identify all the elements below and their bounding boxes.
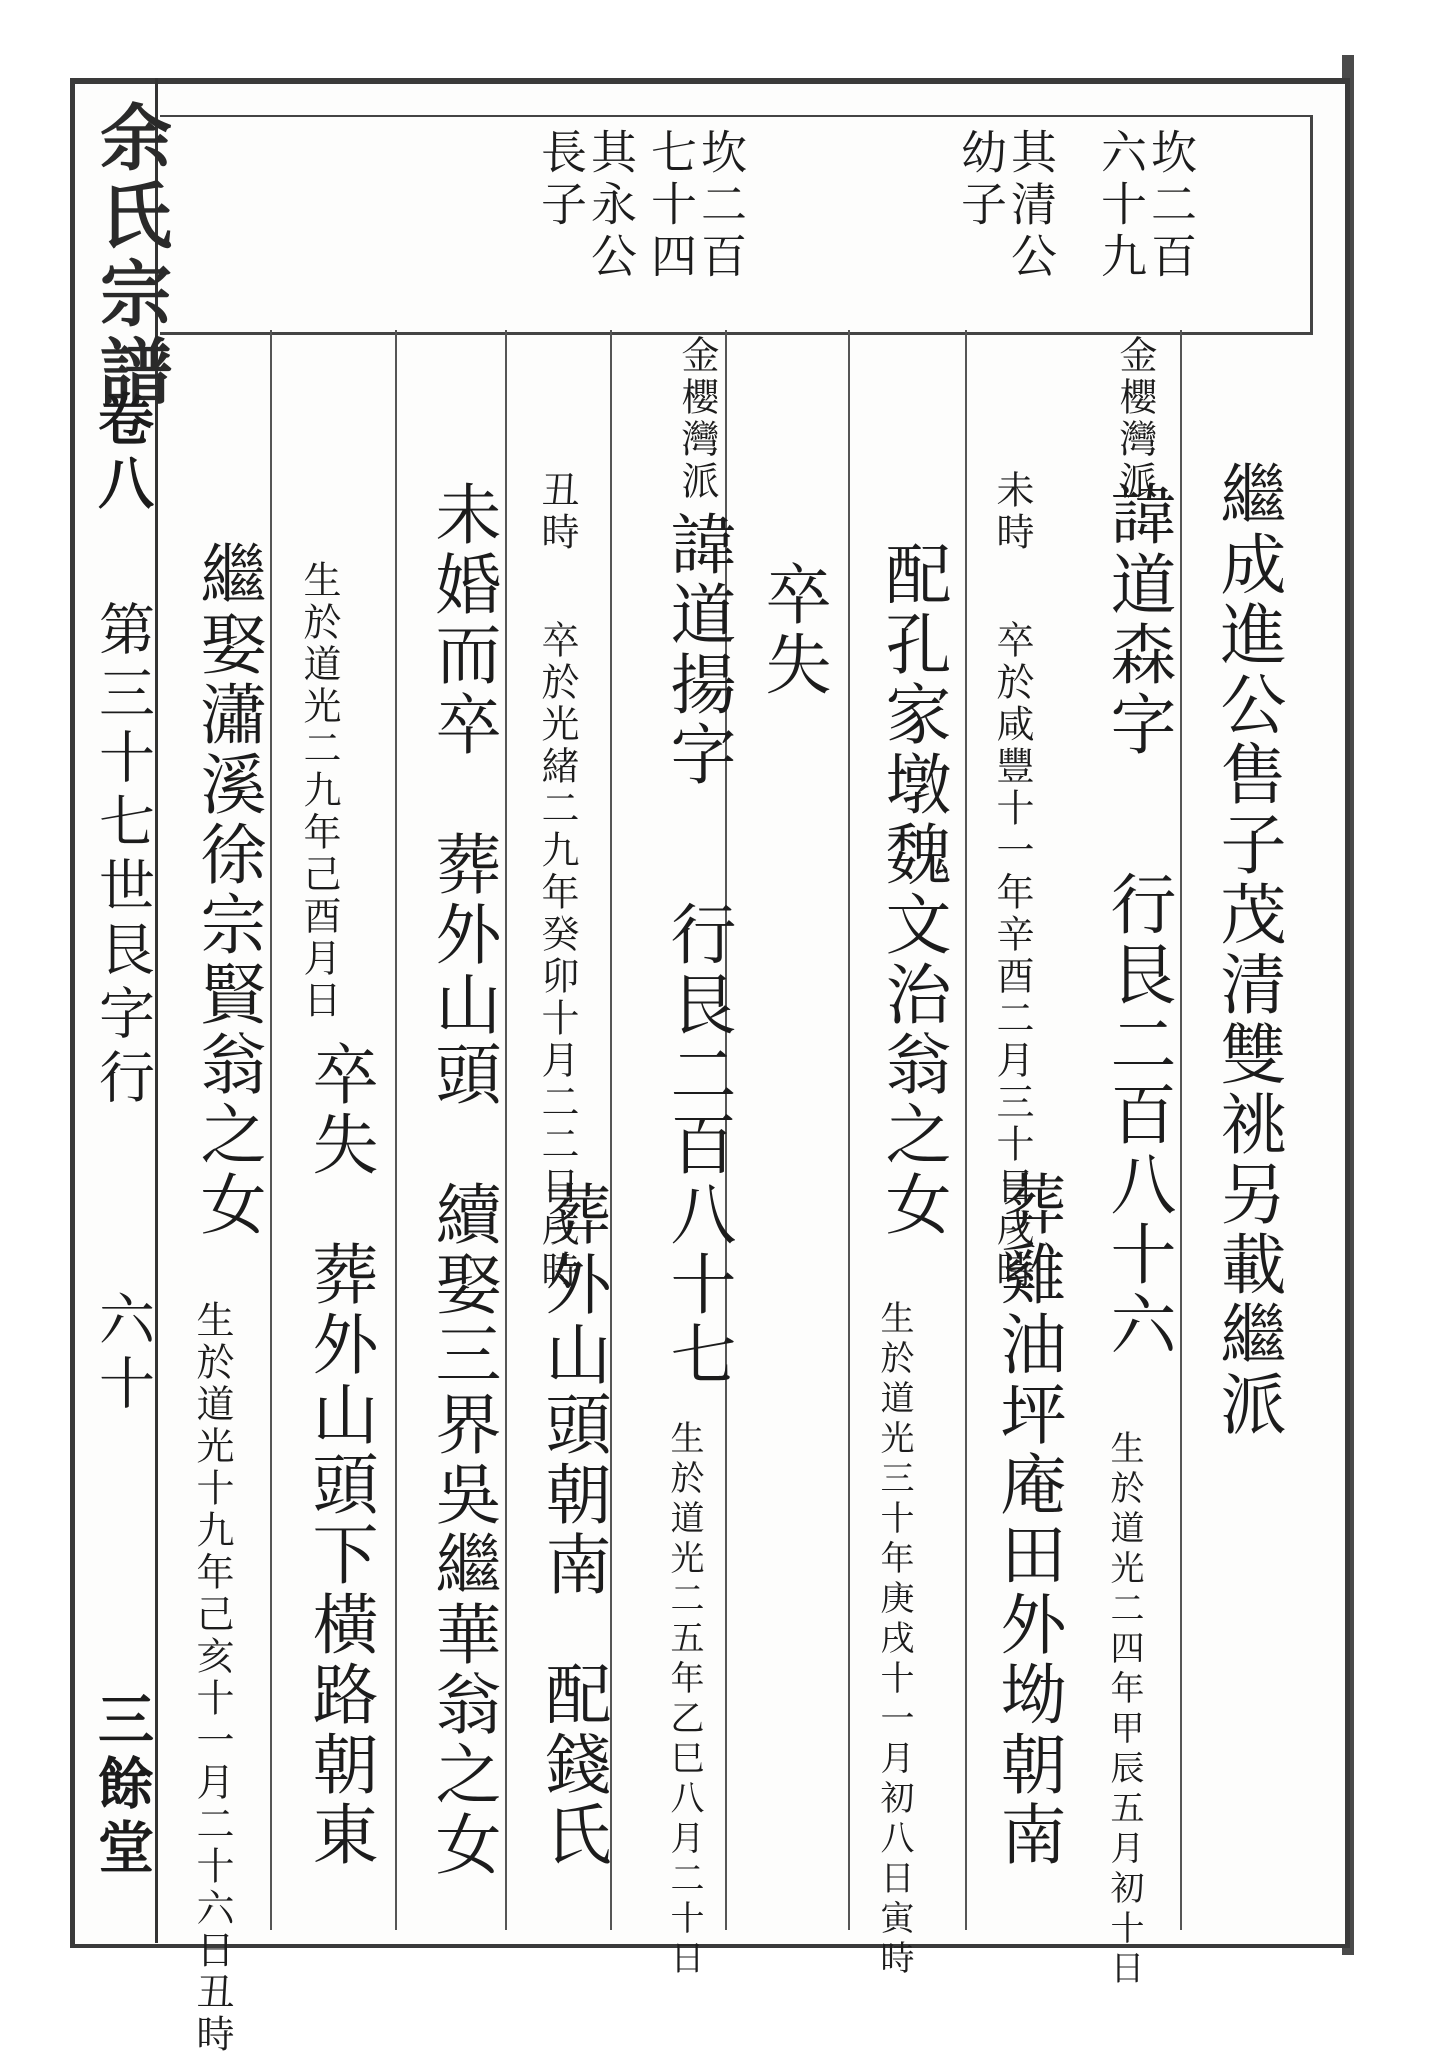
entry1-burial: 葬雞油坪庵田外坳朝南 <box>989 1170 1066 1870</box>
column-divider <box>395 330 397 1930</box>
entry2-death-time: 丑時 <box>535 470 579 554</box>
entry2-death: 卒於光緒二九年癸卯十月二二日戌時 <box>535 620 579 1292</box>
entry2-wife2-death: 卒失 <box>301 1040 378 1180</box>
entry1-birth: 生於道光二四年甲辰五月初十日 <box>1104 1430 1144 1990</box>
page-number: 六十 <box>90 1290 155 1418</box>
entry2-branch: 金櫻灣派 <box>675 335 719 503</box>
column-divider <box>965 330 967 1930</box>
header-left-code: 坎二百 <box>694 128 748 284</box>
entry1-wife: 配孔家墩魏文治翁之女 <box>874 540 951 1240</box>
entry2-birth: 生於道光二五年乙巳八月二十日 <box>664 1420 704 1980</box>
hall-name: 三餘堂 <box>89 1690 155 1882</box>
entry2-burial: 葬外山頭朝南 <box>534 1180 611 1600</box>
entry1-death-time: 未時 <box>990 470 1034 554</box>
header-right-code: 坎二百 <box>1144 128 1198 284</box>
entry1-wife-birth: 生於道光三十年庚戌十一月初八日寅時 <box>874 1300 914 1980</box>
header-right-relation: 幼子 <box>954 128 1008 232</box>
entry2-name: 諱道揚字 <box>659 510 736 790</box>
header-left-father: 其永公 <box>584 128 638 284</box>
entry2-wife3-birth: 生於道光十九年己亥十一月二十六日丑時 <box>190 1300 234 2056</box>
entry1-branch: 金櫻灣派 <box>1113 335 1157 503</box>
entry2-rank: 行艮二百八十七 <box>659 900 736 1390</box>
header-left-relation: 長子 <box>534 128 588 232</box>
generation-label: 第三十七世艮字行 <box>90 600 155 1112</box>
entry1-wife-death: 卒失 <box>754 560 831 700</box>
entry1-rank: 行艮二百八十六 <box>1099 870 1176 1360</box>
entry2-wife1: 配錢氏 <box>534 1660 611 1870</box>
main-heading: 繼成進公售子茂清雙祧另載繼派 <box>1209 460 1286 1440</box>
entry2-wife2: 續娶三界吳繼華翁之女 <box>424 1180 501 1880</box>
entry1-name: 諱道森字 <box>1099 480 1176 760</box>
header-left-number: 七十四 <box>644 128 698 284</box>
book-title: 余氏宗譜 <box>88 100 173 412</box>
entry2-wife1-status: 未婚而卒 <box>424 480 501 760</box>
entry2-wife2-birth: 生於道光二九年己酉月日 <box>297 560 341 1022</box>
entry2-wife3: 繼娶瀟溪徐宗賢翁之女 <box>189 540 266 1240</box>
header-right-father: 其清公 <box>1004 128 1058 284</box>
column-divider <box>848 330 850 1930</box>
volume-label: 卷八 <box>89 390 155 518</box>
entry2-wife2-burial: 葬外山頭下橫路朝東 <box>301 1240 378 1870</box>
header-right-number: 六十九 <box>1094 128 1148 284</box>
entry2-wife1-burial: 葬外山頭 <box>424 830 501 1110</box>
entry1-death: 卒於咸豐十一年辛酉二月三十日戌時 <box>990 620 1034 1292</box>
